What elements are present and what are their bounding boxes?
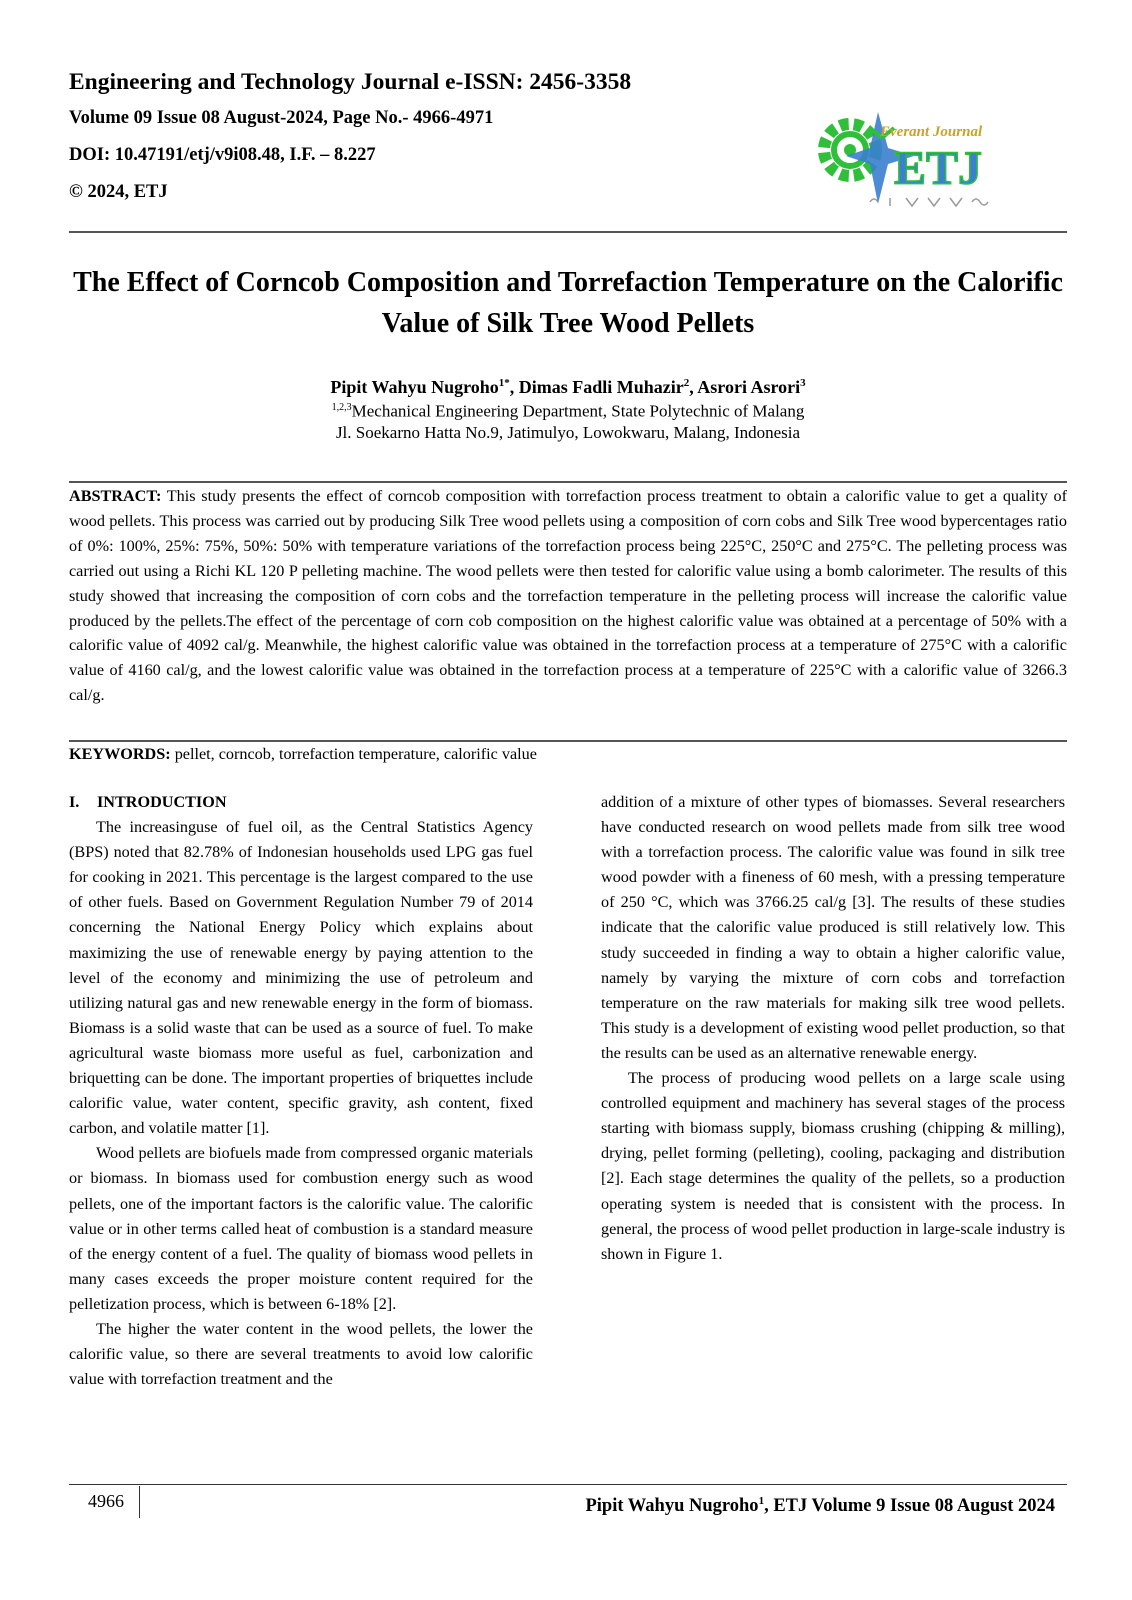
keywords	[69, 742, 1067, 766]
author-name: Pipit Wahyu Nugroho	[330, 377, 499, 397]
abstract-text: This study presents the effect of corncob composition with torrefaction process treatment to obtain a calorific value to get a quality of wood pellets. This process was carried out by producing Silk Tree wood pellets using a composition of corn cobs and Silk Tree wood bypercentages ratio of 0%: 100%, 25%: 75%, 50%: 50% with temperature variations of the torrefaction process being 225°C, 250°C and 275°C. The pelleting process was carried out using a Richi KL 120 P pelleting machine. The wood pellets were then tested for calorific value using a bomb calorimeter. The results of this study showed that increasing the composition of corn cobs and the torrefaction temperature in the pelleting process will increase the calorific value produced by the pellets.The effect of the percentage of corn cob composition on the highest calorific value was obtained at a percentage of 50% with a calorific value of 4092 cal/g. Meanwhile, the highest calorific value was obtained in the torrefaction process at a temperature of 275°C with a calorific value of 4160 cal/g, and the lowest calorific value was obtained in the torrefaction process at a temperature of 225°C with a calorific value of 3266.3 cal/g.	[69, 487, 1067, 705]
journal-header	[69, 66, 669, 217]
affiliation-address: Jl. Soekarno Hatta No.9, Jatimulyo, Lowokwaru, Malang, Indonesia	[335, 423, 801, 442]
page-number-separator	[139, 1486, 140, 1518]
keywords-text: pellet, corncob, torrefaction temperature, calorific value	[170, 745, 537, 763]
author-name: Dimas Fadli Muhazir	[518, 377, 684, 397]
footer-author-marker: 1	[758, 1495, 765, 1507]
footer-rule	[69, 1484, 1067, 1485]
affiliation-marker: 1,2,3	[331, 402, 352, 413]
author-affil-marker: 1*	[498, 377, 510, 389]
right-column	[601, 790, 1065, 1267]
keywords-label: KEYWORDS:	[69, 745, 171, 763]
header-rule	[69, 231, 1067, 233]
paper-title: The Effect of Corncob Composition and Torrefaction Temperature on the Calorific Value of Silk Tree Wood Pellets	[73, 267, 1063, 339]
author-name: Asrori Asrori	[697, 377, 801, 397]
intro-paragraph-1: The increasinguse of fuel oil, as the Central Statistics Agency (BPS) noted that 82.78% of Indonesian households used LPG gas fuel for cooking in 2021. This percentage is the largest compared to the use of other fuels. Based on Government Regulation Number 79 of 2014 concerning the National Energy Policy which explains about maximizing the use of renewable energy by paying attention to the level of the economy and minimizing the use of petroleum and utilizing natural gas and new renewable energy in the form of biomass. Biomass is a solid waste that can be used as a source of fuel. To make agricultural waste biomass more useful as fuel, carbonization and briquetting can be done. The important properties of briquettes include calorific value, water content, specific gravity, ash content, fixed carbon, and volatile matter [1].	[69, 818, 533, 1138]
author-separator: ,	[509, 377, 519, 397]
logo-letters: ETJ	[894, 142, 983, 195]
abstract-top-rule	[69, 481, 1067, 483]
author-separator: ,	[689, 377, 698, 397]
running-footer	[585, 1488, 1055, 1519]
abstract-label: ABSTRACT:	[69, 487, 162, 505]
intro-paragraph-3: The higher the water content in the wood pellets, the lower the calorific value, so there are several treatments to avoid low calorific value with torrefaction treatment and the	[69, 1319, 533, 1389]
section-number: I.	[69, 793, 80, 811]
department-name: Mechanical Engineering Department, State Polytechnic of Malang	[351, 401, 805, 421]
intro-paragraph-3-continued: addition of a mixture of other types of biomasses. Several researchers have conducted research on wood pellets made from silk tree wood with a torrefaction process. The calorific value was found in silk tree wood powder with a fineness of 60 mesh, with a pressing temperature of 250 °C, which was 3766.25 cal/g [3]. The results of these studies indicate that the calorific value produced is still relatively low. This study succeeded in finding a way to obtain a higher calorific value, namely by varying the mixture of corn cobs and torrefaction temperature on the raw materials for making silk tree wood pellets. This study is a development of existing wood pellet production, so that the results can be used as an alternative renewable energy.	[601, 793, 1065, 1062]
journal-name: Engineering and Technology Journal e-ISSN: 2456-3358	[69, 69, 632, 95]
author-affil-marker: 3	[800, 377, 806, 389]
left-column	[69, 790, 533, 1392]
section-heading	[69, 790, 533, 815]
author-affil-marker: 2	[683, 377, 690, 389]
copyright-line: © 2024, ETJ	[69, 182, 168, 202]
footer-author: Pipit Wahyu Nugroho	[585, 1496, 759, 1517]
etj-logo-icon	[810, 98, 1020, 216]
page-number: 4966	[88, 1491, 124, 1511]
footer-journal-info: , ETJ Volume 9 Issue 08 August 2024	[764, 1496, 1055, 1517]
section-title: INTRODUCTION	[97, 793, 227, 811]
intro-paragraph-4: The process of producing wood pellets on a large scale using controlled equipment and machinery has several stages of the process starting with biomass supply, biomass crushing (chipping & milling), drying, pellet forming (pelleting), cooling, packaging and distribution [2]. Each stage determines the quality of the pellets, so a production operating system is needed that is consistent with the process. In general, the process of wood pellet production in large-scale industry is shown in Figure 1.	[601, 1069, 1065, 1263]
doi-line: DOI: 10.47191/etj/v9i08.48, I.F. – 8.227	[69, 145, 376, 165]
intro-paragraph-2: Wood pellets are biofuels made from compressed organic materials or biomass. In biomass used for combustion energy such as wood pellets, one of the important factors is the calorific value. The calorific value or in other terms called heat of combustion is a standard measure of the energy content of a fuel. The quality of biomass wood pellets in many cases exceeds the proper moisture content required for the pelletization process, which is between 6-18% [2].	[69, 1144, 533, 1313]
abstract	[69, 484, 1067, 708]
logo-tagline: Everant Journal	[880, 124, 983, 140]
author-list	[69, 371, 1067, 399]
logo-glyph-strip	[870, 198, 988, 206]
volume-line: Volume 09 Issue 08 August-2024, Page No.- 4966-4971	[69, 108, 494, 128]
affiliation-department	[69, 396, 1067, 424]
